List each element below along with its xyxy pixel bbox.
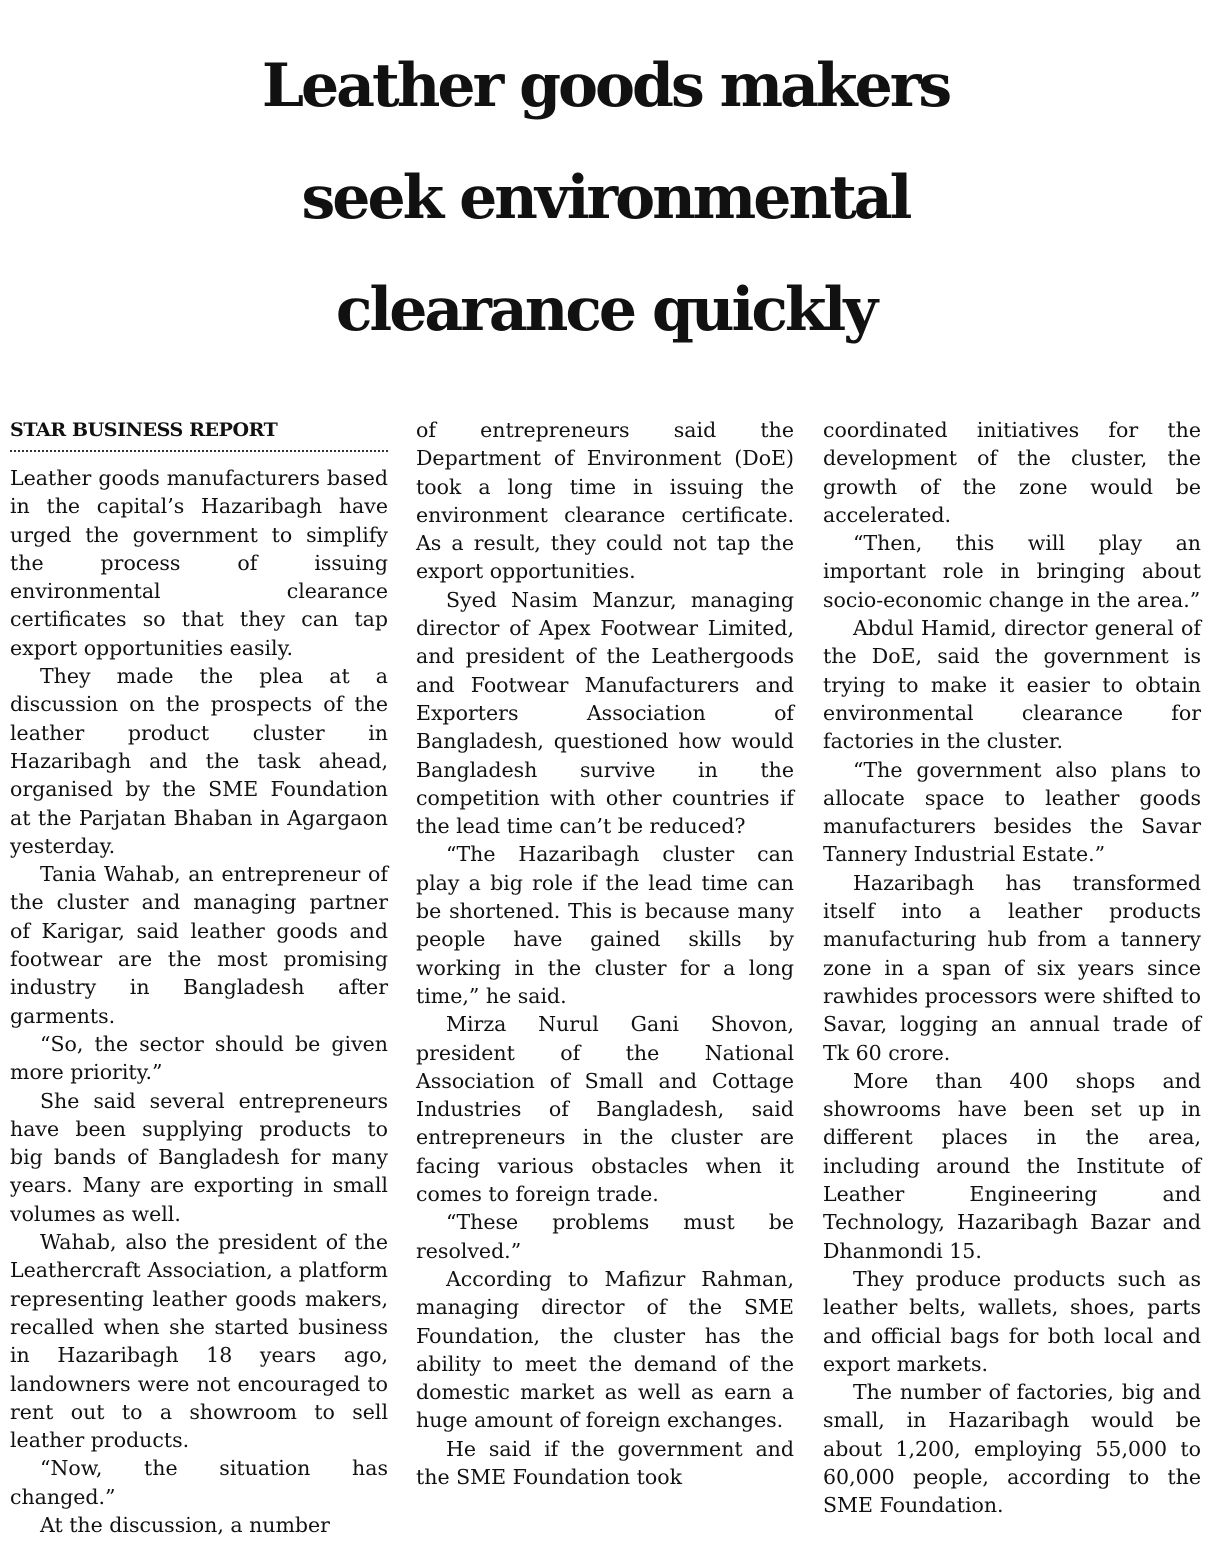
paragraph: “These problems must be resolved.” — [416, 1210, 794, 1263]
paragraph: “Now, the situation has changed.” — [10, 1456, 388, 1509]
article-column-3 — [823, 416, 1201, 1520]
paragraph: They produce products such as leather belts, wallets, shoes, parts and official bags for both local and export markets. — [823, 1266, 1201, 1376]
paragraph: “So, the sector should be given more priority.” — [10, 1031, 388, 1085]
paragraph: “The government also plans to allocate space to leather goods manufacturers besides the Savar Tannery Industrial Estate.” — [823, 757, 1201, 867]
article-column-2 — [416, 416, 794, 1491]
paragraph: According to Mafizur Rahman, managing director of the SME Foundation, the cluster has the ability to meet the demand of the domestic market as well as earn a huge amount of foreign exchanges. — [416, 1266, 794, 1433]
paragraph: “Then, this will play an important role in bringing about socio-economic change in the area.” — [823, 531, 1201, 612]
byline: STAR BUSINESS REPORT — [10, 416, 388, 452]
paragraph: Syed Nasim Manzur, managing director of Apex Footwear Limited, and president of the Leathergoods and Footwear Manufacturers and Exporters Association of Bangladesh, questioned how would Bangladesh survive in the competition with other countries if the lead time can’t be reduced? — [416, 587, 794, 839]
headline-line-2: seek environmental — [301, 163, 910, 233]
article-column-1 — [10, 416, 388, 1539]
paragraph: “The Hazaribagh cluster can play a big role if the lead time can be shortened. This is because many people have gained skills by working in the cluster for a long time,” he said. — [416, 842, 794, 1008]
paragraph: They made the plea at a discussion on the prospects of the leather product cluster in Hazaribagh and the task ahead, organised by the SME Foundation at the Parjatan Bhaban in Agargaon yesterday. — [10, 664, 388, 858]
paragraph: More than 400 shops and showrooms have been set up in different places in the area, including around the Institute of Leather Engineering and Technology, Hazaribagh Bazar and Dhanmondi 15. — [823, 1068, 1201, 1263]
paragraph: Tania Wahab, an entrepreneur of the cluster and managing partner of Karigar, said leather goods and footwear are the most promising industry in Bangladesh after garments. — [10, 862, 388, 1028]
headline-line-3: clearance quickly — [335, 275, 876, 345]
paragraph: Hazaribagh has transformed itself into a leather products manufacturing hub from a tannery zone in a span of six years since rawhides processors were shifted to Savar, logging an annual trade of Tk 60 crore. — [823, 870, 1201, 1065]
paragraph: Abdul Hamid, director general of the DoE, said the government is trying to make it easier to obtain environmental clearance for factories in the cluster. — [823, 616, 1201, 754]
paragraph: Leather goods manufacturers based in the capital’s Hazaribagh have urged the government to simplify the process of issuing environmental clearance certificates so that they can tap export opportunities easily. — [10, 466, 388, 660]
paragraph: He said if the government and the SME Foundation took — [416, 1436, 794, 1489]
paragraph: of entrepreneurs said the Department of Environment (DoE) took a long time in issuing the environment clearance certificate. As a result, they could not tap the export opportunities. — [416, 418, 794, 584]
paragraph: Mirza Nurul Gani Shovon, president of the National Association of Small and Cottage Industries of Bangladesh, said entrepreneurs in the cluster are facing various obstacles when it comes to foreign trade. — [416, 1012, 794, 1207]
paragraph: Wahab, also the president of the Leathercraft Association, a platform representing leather goods makers, recalled when she started business in Hazaribagh 18 years ago, landowners were not encouraged to rent out to a showroom to sell leather products. — [10, 1230, 388, 1453]
paragraph: The number of factories, big and small, in Hazaribagh would be about 1,200, employing 55,000 to 60,000 people, according to the SME Foundation. — [823, 1380, 1201, 1518]
headline — [0, 30, 1211, 366]
paragraph: She said several entrepreneurs have been supplying products to big bands of Bangladesh for many years. Many are exporting in small volumes as well. — [10, 1088, 388, 1226]
paragraph: At the discussion, a number — [40, 1512, 330, 1537]
headline-line-1: Leather goods makers — [261, 51, 950, 121]
paragraph: coordinated initiatives for the development of the cluster, the growth of the zone would be accelerated. — [823, 418, 1201, 527]
